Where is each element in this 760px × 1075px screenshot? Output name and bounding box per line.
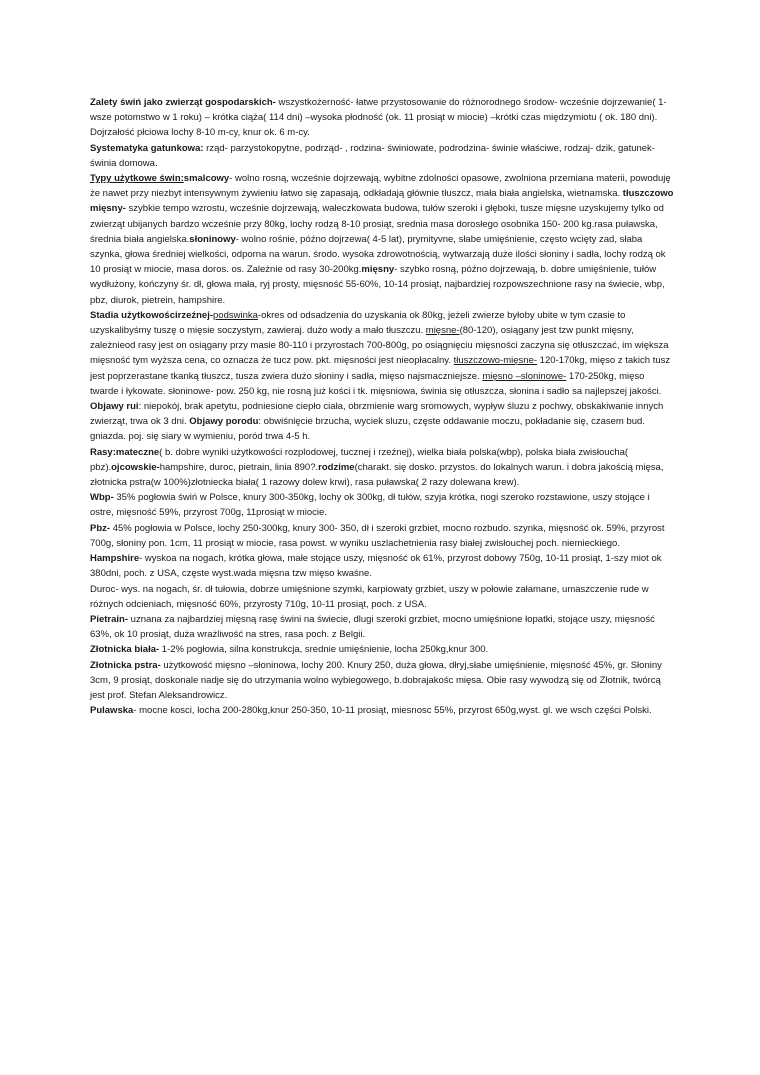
- bold-text-run: słoninowy: [189, 233, 236, 245]
- text-run: szybkie tempo wzrostu, wcześnie dojrzewają, wałeczkowata budowa, tułów szeroki i głęboki, tusze mięsne uzyskujemy tylko od zwierząt ubijanych bardzo wcześnie przy 80kg, lochy rodzą 8-10 prosiąt, srednia masa dorosłego osobnika 150- 200 kg.rasa puławska, średnia biała angielska.: [90, 203, 664, 245]
- text-run: mięsno –sloninowe-: [482, 370, 567, 382]
- paragraph: [90, 642, 675, 657]
- paragraph: [90, 582, 675, 612]
- bold-text-run: Objawy rui: [90, 401, 139, 413]
- document-page: [90, 95, 675, 718]
- text-run: - wolno rosną, wcześnie dojrzewają, wybitne zdolności opasowe, zwolniona przemiana materii, powoduję że nawet przy niezbyt intensywnym żywieniu łatwo się zapasają, odkładają głównie tłuszcz, mała biała angielska, wietnamska.: [90, 173, 671, 200]
- bold-text-run: Hampshire: [90, 553, 140, 565]
- bold-text-run: Systematyka gatunkowa:: [90, 142, 204, 154]
- text-run: -okres od odsadzenia do uzyskania ok 80kg, jeżeli zwierze byłoby ubite w tym czasie to uzyskalibyśmy tuszę o mięsie soczystym, zawieraj. dużo wody a mało tłuszczu.: [90, 309, 626, 337]
- bold-text-run: Objawy porodu: [189, 416, 259, 428]
- text-run: 35% pogłowia świń w Polsce, knury 300-350kg, lochy ok 300kg, dł tułów, szyja krótka, nogi szeroko rozstawione, uszy stojące i ostre, mięsność 59%, przyrost 700g, 11prosiąt w miocie.: [90, 492, 650, 519]
- text-run: 1-2% pogłowia, silna konstrukcja, srednie umięśnienie, locha 250kg,knur 300.: [159, 644, 489, 656]
- bold-text-run: Złotnicka pstra-: [90, 659, 161, 671]
- bold-text-run: smalcowy: [183, 173, 230, 185]
- paragraph: [90, 445, 675, 491]
- text-run: hampshire, duroc, pietrain, linia 890?.: [159, 461, 319, 473]
- text-run: użytkowość mięsno –słoninowa, lochy 200. Knury 250, duża głowa, dłryj,słabe umięśnienie, mięsność 45%, gr. Słoniny 3cm, 9 prosiąt, doskonale nadje się do utrzymania wolno wybiegowego, b.dobrajakośc mięsa. Obie rasy wywodzą się od Złotnik, twórcą jest prof. Stefan Aleksandrowicz.: [90, 659, 662, 701]
- bold-text-run: Wbp-: [90, 492, 114, 504]
- text-run: tłuszczowo-mięsne-: [453, 355, 538, 367]
- paragraph: [90, 521, 675, 551]
- bold-text-run: mięsny: [361, 264, 395, 276]
- bold-text-run: Pulawska: [90, 705, 134, 717]
- paragraph: [90, 308, 675, 399]
- text-run: : obwiśnięcie brzucha, wyciek sluzu, częste oddawanie moczu, pokładanie się, czasem bud. gniazda. poj. się siary w wymieniu, poród trwa 4-5 h.: [90, 416, 645, 443]
- bold-text-run: tłuszczowo mięsny-: [90, 188, 674, 215]
- text-run: 170-250kg, mięso twarde i łykowate. słoninowe- pow. 250 kg, nie rosną już kości i tk. mięsniowa, świnia się otłuszcza, słonina i sadło sa najlepszej jakości.: [90, 370, 662, 397]
- text-run: (charakt. się dosko. przystos. do lokalnych warun. i dobra jakością mięsa, złotnicka pstra(w 100%)złotniecka biała( 1 razowy dolew krwi), rasa puławska( 2 razy dolewana krew).: [90, 461, 664, 489]
- bold-text-run: rodzime: [318, 461, 355, 473]
- text-run: 120-170kg, mięso z takich tusz jest poprzerastane tkanką tłuszcz, tusza zwiera dużo słoniny i sadła, mięso najsmaczniejsze.: [90, 355, 671, 382]
- text-run: 45% pogłowia w Polsce, lochy 250-300kg, knury 300- 350, dł i szeroki grzbiet, mocno rozbudo. szynka, mięsność ok. 59%, przyrost 700g, słoniny pon. 1cm, 11 prosiąt w miocie, rasa powst. w wyniku uszlachetnienia rasy białej zwisłouchej poch. niemieckiego.: [90, 522, 665, 549]
- text-run: uznana za najbardziej mięsną rasę świni na świecie, dlugi szeroki grzbiet, mocno umięśnione łopatki, stojące uszy, mięsność 63%, ok 10 prosiąt, duża wrażliwość na stres, rasa poch. z Belgii.: [90, 613, 655, 641]
- text-run: rząd- parzystokopytne, podrząd- , rodzina- świniowate, podrodzina- świnie właściwe, rodzaj- dzik, gatunek- świnia domowa.: [90, 142, 655, 169]
- text-run: podswinka: [213, 309, 258, 321]
- paragraph: [90, 551, 675, 581]
- text-run: (80-120), osiągany jest tzw punkt mięsny, zależnieod rasy jest on osiągany przy masie 80-110 i przyrostach 700-800g, po osiągnięciu mięsności zaczyna się otłuszczać, im większa mięsność tym wyższa cena, co oznacza że tucz pow. pkt. mięsności jest nieopłacalny.: [90, 325, 669, 367]
- bold-text-run: Pbz-: [90, 522, 111, 534]
- paragraph: [90, 171, 675, 308]
- bold-text-run: Złotnicka biała-: [90, 644, 160, 656]
- paragraph: [90, 95, 675, 141]
- text-run: : niepokój, brak apetytu, podniesione ciepło ciała, obrzmienie warg sromowych, wypływ śluzu z pochwy, obskakiwanie innych zwierząt, trwa ok 3 dni.: [90, 401, 664, 428]
- text-run: Duroc- wys. na nogach, śr. dł tułowia, dobrze umięśnione szymki, karpiowaty grzbiet, uszy w połowie załamane, umaszczenie rude w różnych odcieniach, mięsność 60%, przyrosty 710g, 10-11 prosiąt, poch. z USA.: [90, 583, 649, 610]
- paragraph: [90, 399, 675, 445]
- bold-text-run: Pietrain-: [90, 613, 129, 625]
- paragraph: [90, 141, 675, 171]
- text-run: - wyskoa na nogach, krótka głowa, małe stojące uszy, mięsność ok 61%, przyrost dobowy 750g, 10-11 prosiąt, 1-szy miot ok 380dni, poch. z USA, częste wyst.wada mięsna tzw mięso kwaśne.: [90, 553, 662, 580]
- text-run: - wolno rośnie, późno dojrzewa( 4-5 lat), prymityvne, słabe umięśnienie, często wcięty zad, słaba szynka, głowa średniej wielkości, odporna na warun. środo. wysoka zdrowotnością, wytwarzają duże ilości słoniny i sadła, lochy rodzą ok 10 prosiąt w miocie, masa doros. os. Zależnie od rasy 30-200kg.: [90, 233, 666, 276]
- bold-text-run: Rasy:mateczne: [90, 446, 160, 458]
- paragraph: [90, 658, 675, 704]
- paragraph: [90, 612, 675, 642]
- text-run: - mocne kosci, locha 200-280kg,knur 250-350, 10-11 prosiąt, miesnosc 55%, przyrost 650g,wyst. gl. we wsch części Polski.: [133, 705, 652, 717]
- bold-text-run: Typy użytkowe świn:: [90, 173, 184, 185]
- paragraph: [90, 490, 675, 520]
- text-run: wszystkożerność- łatwe przystosowanie do różnorodnego środow- wcześnie dojrzewanie( 1- wsze potomstwo w 1 roku) – krótka ciąża( 114 dni) –wysoka płodność (ok. 11 prosiąt w miocie) –krótki czas międzymiotu ( ok. 180 dni). Dojrzałość płciowa lochy 8-10 m-cy, knur ok. 6 m-cy.: [90, 97, 667, 139]
- paragraph: [90, 703, 675, 718]
- bold-text-run: ojcowskie-: [111, 461, 160, 473]
- bold-text-run: Stadia użytkowościrzeźnej-: [90, 309, 214, 321]
- text-run: ( b. dobre wyniki użytkowości rozplodowej, tucznej i rzeźnej), wielka biała polska(wbp), polska biała zwisłoucha( pbz).: [90, 446, 629, 473]
- bold-text-run: Zalety świń jako zwierząt gospodarskich-: [90, 97, 276, 108]
- text-run: - szybko rosną, późno dojrzewają, b. dobre umięśnienie, tułów wydłużony, kończyny śr. dł, głowa mała, ryj prosty, mięsność 55-60%, 10-14 prosiąt, najbardziej rozpowszechnione rasy na świecie, wbp, pbz, diurok, pietrein, hampshire.: [90, 264, 665, 306]
- text-run: mięsne-: [425, 325, 460, 337]
